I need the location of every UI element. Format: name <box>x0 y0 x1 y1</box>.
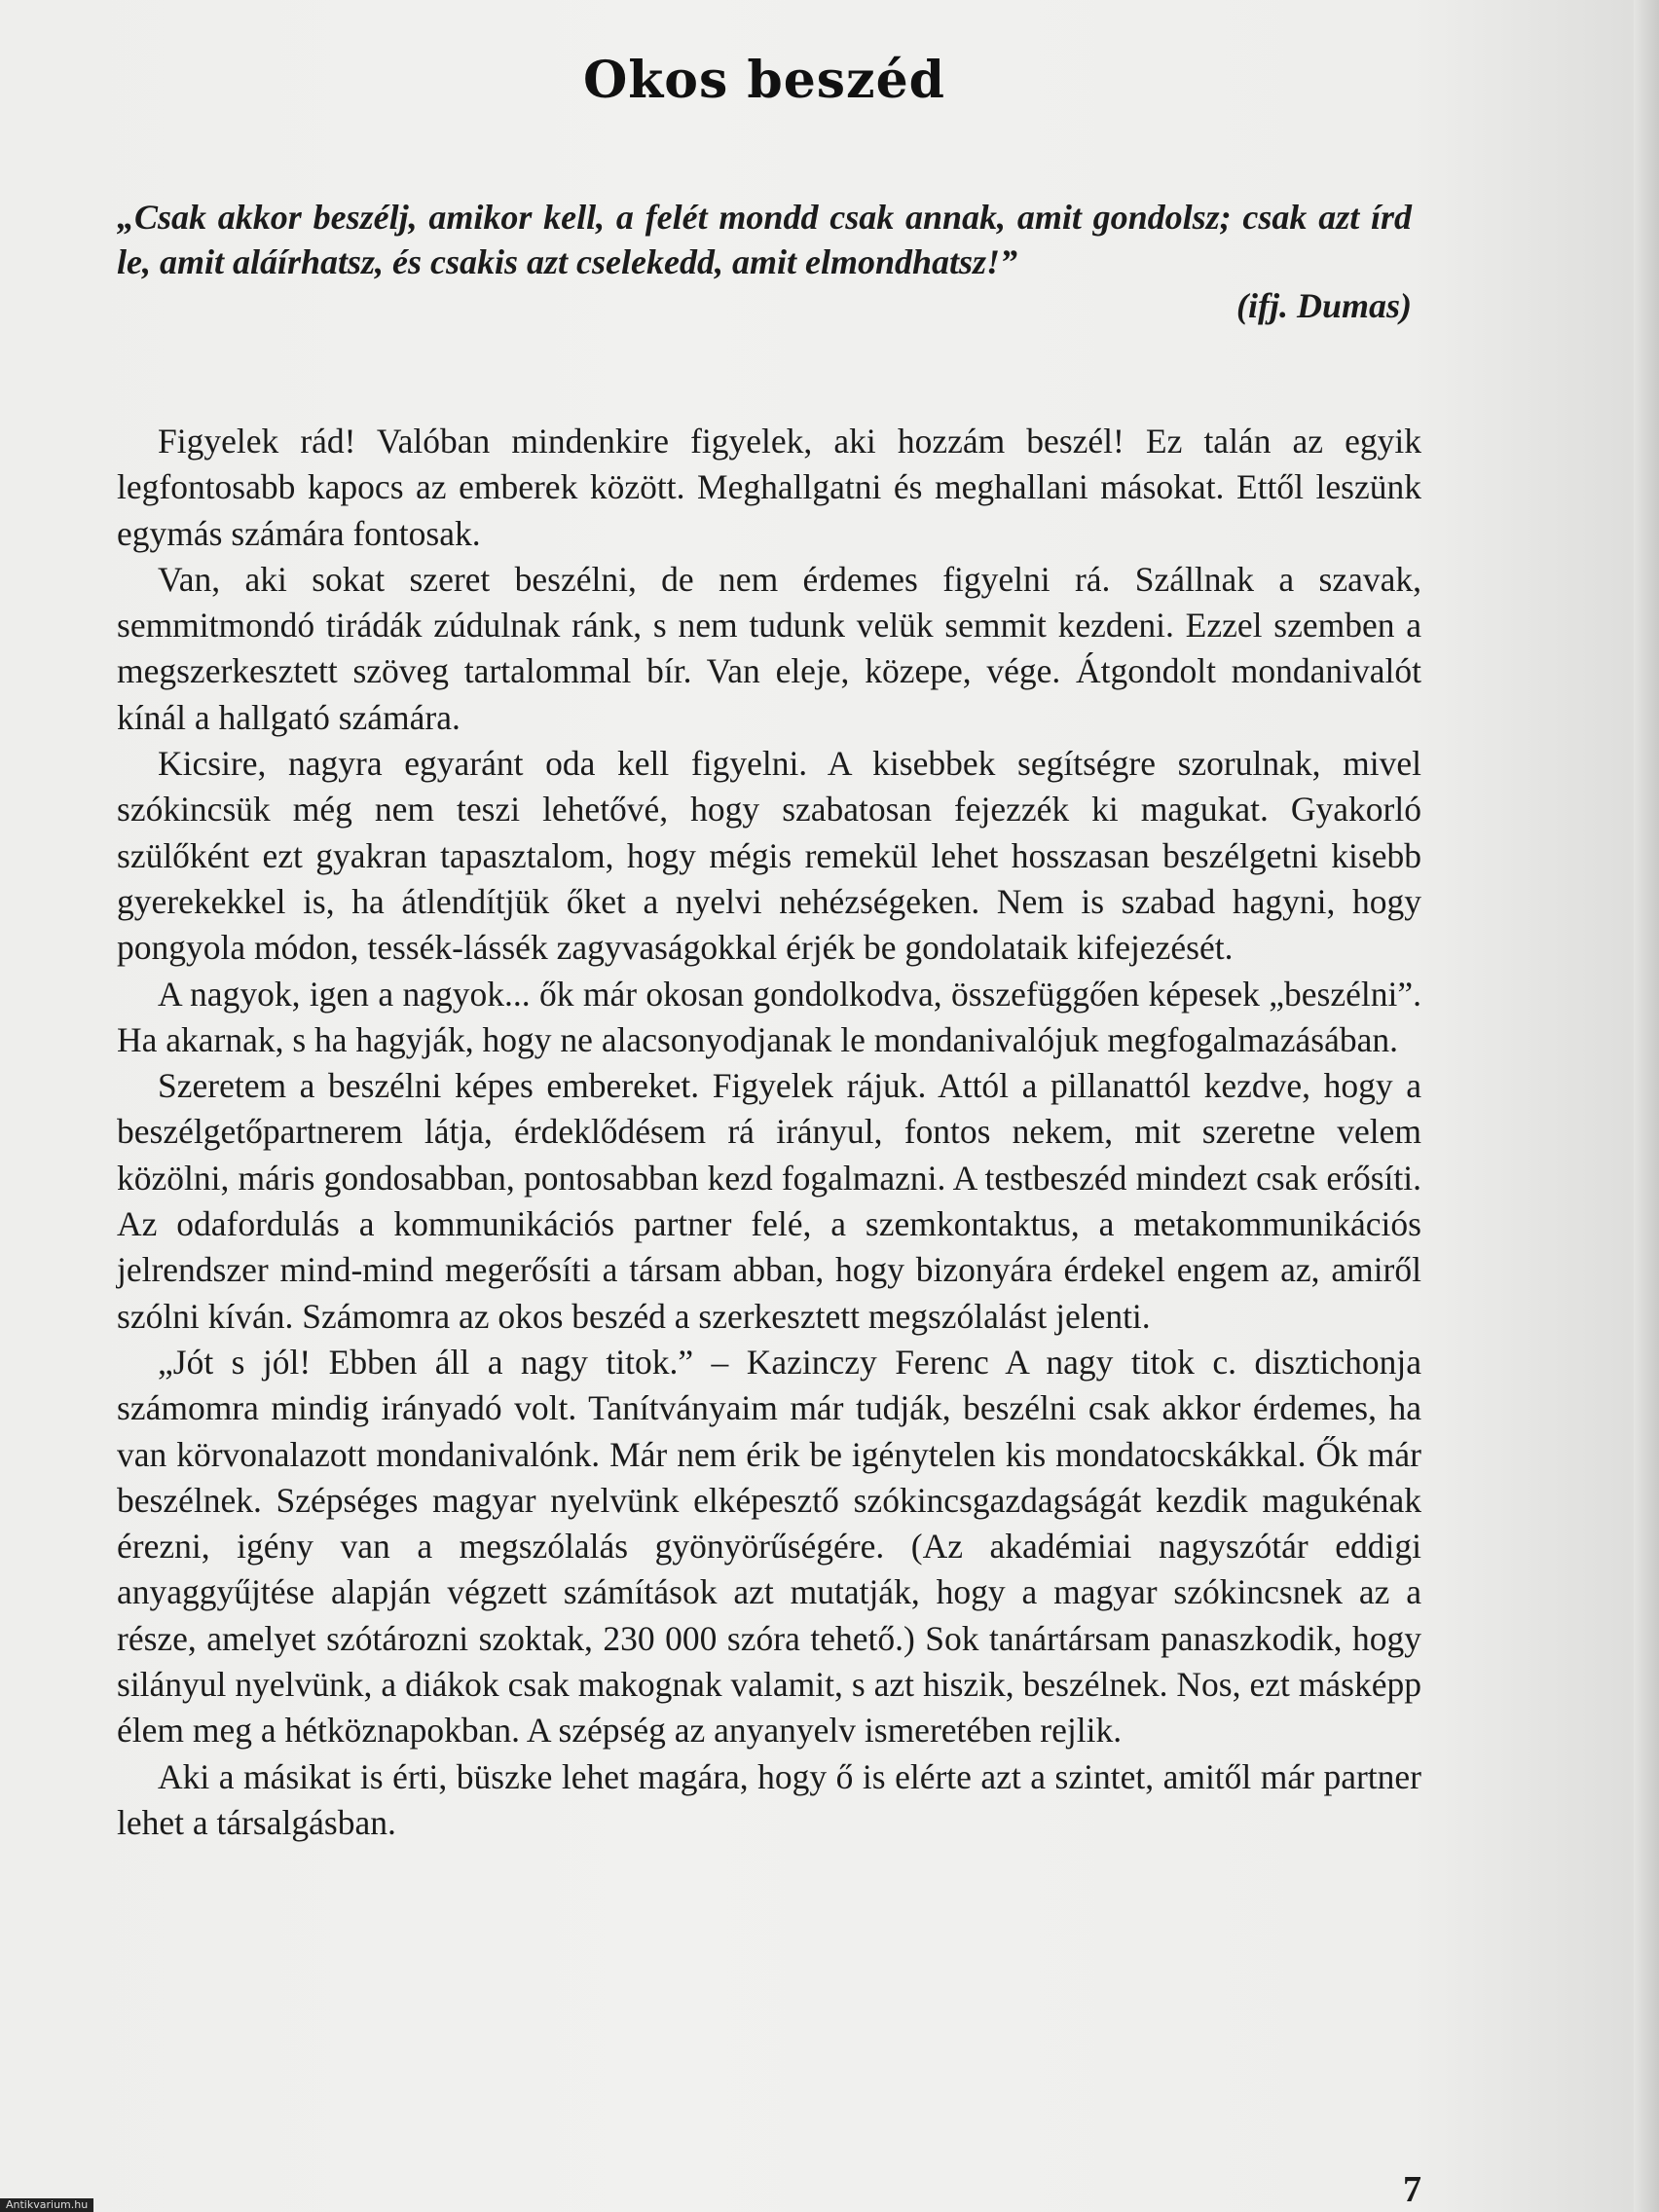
paragraph: Kicsire, nagyra egyaránt oda kell figyelni. A kisebbek segítségre szorulnak, mivel szókincsük még nem teszi lehetővé, hogy szabatosan fejezzék ki magukat. Gyakorló szülőként ezt gyakran tapasztalom, hogy mégis remekül lehet hosszasan beszélgetni kisebb gyerekekkel is, ha átlendítjük őket a nyelvi nehézségeken. Nem is szabad hagyni, hogy pongyola módon, tessék-lássék zagyvaságokkal érjék be gondolataik kifejezését. <box>117 744 1421 968</box>
watermark: Antikvarium.hu <box>0 2198 93 2212</box>
paragraph: „Jót s jól! Ebben áll a nagy titok.” – Kazinczy Ferenc A nagy titok c. disztichonja számomra mindig irányadó volt. Tanítványaim már tudják, beszélni csak akkor érdemes, ha van körvonalazott mondanivalónk. Már nem érik be igénytelen kis mondatocskákkal. Ők már beszélnek. Szépséges magyar nyelvünk elképesztő szókincsgazdagságát kezdik magukénak érezni, igény van a megszólalás gyönyörűségére. (Az akadémiai nagyszótár eddigi anyaggyűjtése alapján végzett számítások azt mutatják, hogy a magyar szókincsnek az a része, amelyet szótározni szoktak, 230 000 szóra tehető.) Sok tanártársam panaszkodik, hogy silányul nyelvünk, a diákok csak makognak valamit, s azt hiszik, beszélnek. Nos, ezt másképp élem meg a hétköznapokban. A szépség az anyanyelv ismeretében rejlik. <box>117 1342 1421 1751</box>
page-number: 7 <box>1403 2169 1421 2210</box>
paragraph: Van, aki sokat szeret beszélni, de nem érdemes figyelni rá. Szállnak a szavak, semmitmondó tirádák zúdulnak ránk, s nem tudunk velük semmit kezdeni. Ezzel szemben a megszerkesztett szöveg tartalommal bír. Van eleje, közepe, vége. Átgondolt mondanivalót kínál a hallgató számára. <box>117 559 1421 737</box>
epigraph-quote: „Csak akkor beszélj, amikor kell, a felét mondd csak annak, amit gondolsz; csak azt írd le, amit aláírhatsz, és csakis azt cselekedd, amit elmondhatsz!” <box>117 198 1412 281</box>
paragraph: Szeretem a beszélni képes embereket. Figyelek rájuk. Attól a pillanattól kezdve, hogy a beszélgetőpartnerem látja, érdeklődésem rá irányul, fontos nekem, mit szeretne velem közölni, máris gondosabban, pontosabban kezd fogalmazni. A testbeszéd mindezt csak erősíti. Az odafordulás a kommunikációs partner felé, a szemkontaktus, a metakommunikációs jelrendszer mind-mind megerősíti a társam abban, hogy bizonyára érdekel engem az, amiről szólni kíván. Számomra az okos beszéd a szerkesztett megszólalást jelenti. <box>117 1066 1421 1336</box>
page-title: Okos beszéd <box>582 51 946 110</box>
article-body <box>117 419 1421 1846</box>
page-edge-shadow <box>1634 0 1659 2212</box>
paragraph: A nagyok, igen a nagyok... ők már okosan gondolkodva, összefüggően képesek „beszélni”. Ha akarnak, s ha hagyják, hogy ne alacsonyodjanak le mondanivalójuk megfogalmazásában. <box>117 974 1421 1059</box>
paragraph: Aki a másikat is érti, büszke lehet magára, hogy ő is elérte azt a szintet, amitől már partner lehet a társalgásban. <box>117 1756 1421 1842</box>
paragraph: Figyelek rád! Valóban mindenkire figyelek, aki hozzám beszél! Ez talán az egyik legfontosabb kapocs az emberek között. Meghallgatni és meghallani másokat. Ettől leszünk egymás számára fontosak. <box>117 422 1421 553</box>
epigraph-author: (ifj. Dumas) <box>1236 286 1412 325</box>
